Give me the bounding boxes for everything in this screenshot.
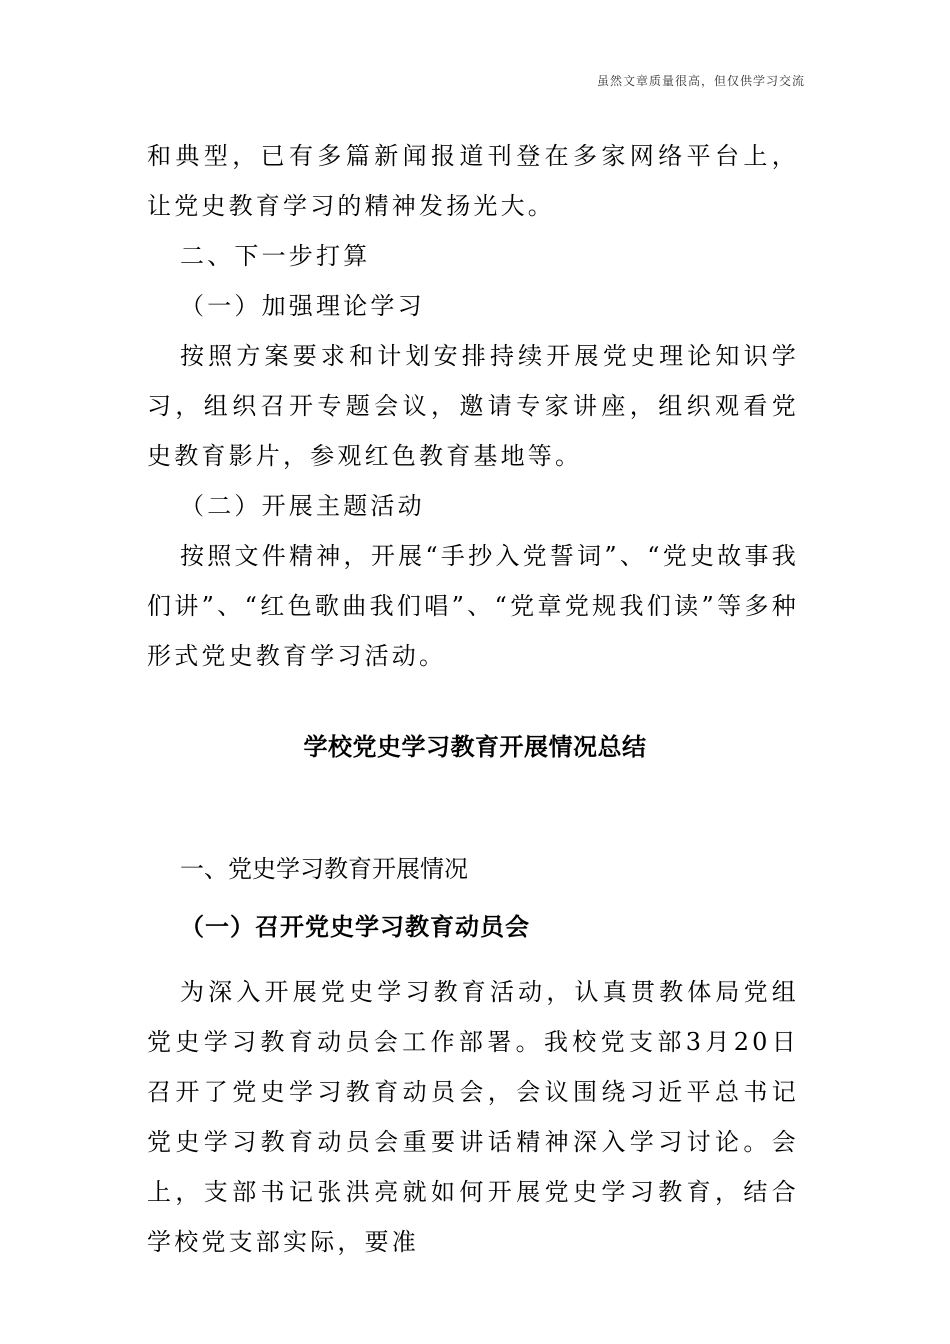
section-1-heading: 一、党史学习教育开展情况 <box>180 855 468 883</box>
paragraph-theme-activities: 按照文件精神，开展“手抄入党誓词”、“党史故事我们讲”、“红色歌曲我们唱”、“党章党规我们读”等多种形式党史教育学习活动。 <box>147 542 799 670</box>
subheading-theory-study: （一）加强理论学习 <box>180 292 425 320</box>
header-note: 虽然文章质量很高，但仅供学习交流 <box>596 74 805 88</box>
heading-next-steps: 二、下一步打算 <box>180 242 371 270</box>
paragraph-continued: 和典型，已有多篇新闻报道刊登在多家网络平台上，让党史教育学习的精神发扬光大。 <box>147 142 799 220</box>
section-1 <box>147 845 799 1267</box>
section-1-paragraph: 为深入开展党史学习教育活动，认真贯教体局党组党史学习教育动员会工作部署。我校党支部3月20日召开了党史学习教育动员会，会议围绕习近平总书记党史学习教育动员会重要讲话精神深入学习讨论。会上，支部书记张洪亮就如何开展党史学习教育，结合学校党支部实际，要准 <box>147 978 799 1256</box>
document-title: 学校党史学习教育开展情况总结 <box>303 733 647 761</box>
paragraph-theory-study: 按照方案要求和计划安排持续开展党史理论知识学习，组织召开专题会议，邀请专家讲座，组织观看党史教育影片，参观红色教育基地等。 <box>147 342 799 470</box>
section-1-subheading: （一）召开党史学习教育动员会 <box>180 912 530 941</box>
continued-text-block <box>147 131 799 681</box>
subheading-theme-activities: （二）开展主题活动 <box>180 492 425 520</box>
